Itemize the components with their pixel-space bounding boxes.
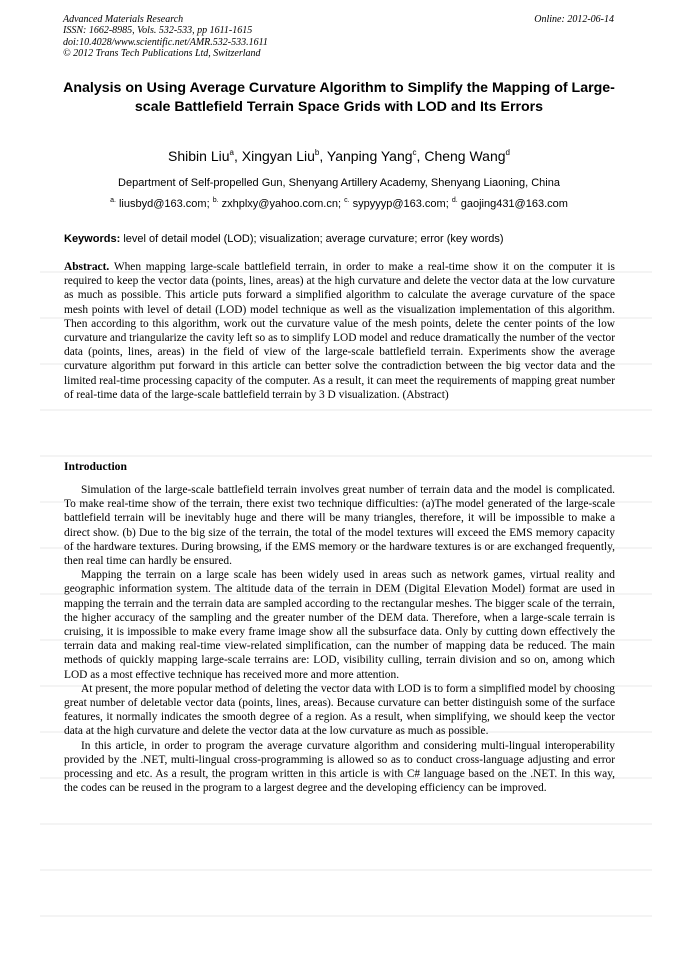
paragraph: Mapping the terrain on a large scale has been widely used in areas such as network games, virtual reality and geographic information system. The altitude data of the terrain in DEM (Digital Elevation Model) format are used in mapping the terrain and the terrain data are sampled according to the rectangular meshes. The bigger scale of the terrain, the higher accuracy of the sampling and the greater number of the DEM data. Therefore, when a large-scale terrain is cruising, it is impossible to make every frame image show all the subsurface data. Only by cutting down effectively the terrain data and making real-time view-related simplification, can the number of mapping data be reduced. The main methods of quickly mapping large-scale terrains are: LOD, visibility culling, terrain division and so on, among which LOD as a most effective technique has received more and more attention.: [64, 569, 615, 681]
paper-title: Analysis on Using Average Curvature Algorithm to Simplify the Mapping of Large-scale Battlefield Terrain Space Grids with LOD and Its Errors: [63, 80, 615, 115]
author: Yanping Yang$^c$,: [326, 148, 425, 164]
abstract: [64, 260, 615, 402]
email: $^{c.}$ sypyyyp@163.com;: [344, 197, 452, 210]
email: $^{b.}$ zxhplxy@yahoo.com.cn;: [212, 197, 345, 210]
copyright-line: © 2012 Trans Tech Publications Ltd, Switzerland: [63, 48, 261, 60]
author: Cheng Wang$^d$: [424, 148, 510, 164]
paragraph: In this article, in order to program the average curvature algorithm and considering multi-lingual interoperability provided by the .NET, multi-lingual cross-programming is allowed so as to conduct cross-language adjusting and error processing and etc. As a result, the program written in this article is with C# language based on the .NET. In this way, the codes can be reused in the program to a largest degree and the developing efficiency can be improved.: [64, 739, 615, 795]
author: Xingyan Liu$^b$,: [241, 148, 327, 164]
issn-line: ISSN: 1662-8985, Vols. 532-533, pp 1611-1615: [63, 25, 253, 37]
paragraph: At present, the more popular method of deleting the vector data with LOD is to form a simplified model by choosing great number of deletable vector data (points, lines, areas). Because curvature can better distinguish some of the surface features, it normally indicates the smooth degree of a region. As a result, when simplifying, we should keep the vector data at the high curvature and delete the vector data at the low curvature as much as possible.: [64, 682, 615, 738]
abstract-label: Abstract.: [64, 261, 110, 273]
paragraph: Simulation of the large-scale battlefield terrain involves great number of terrain data and the model is complicated. To make real-time show of the terrain, there exist two technique difficulties: (a)The model generated of the large-scale battlefield terrain will be inevitably huge and there will be many triangles, therefore, it will be impossible to make a direct show. (b) Due to the big size of the terrain, the total of the model textures will exceed the EMS memory capacity of the hardware textures. During browsing, if the EMS memory or the hardware textures is or are exchanged frequently, then real time can hardly be ensured.: [64, 484, 615, 568]
email: $^{a.}$ liusbyd@163.com;: [110, 197, 213, 210]
keywords: [64, 232, 624, 246]
author-list: [40, 146, 638, 166]
email: $^{d.}$ gaojing431@163.com: [451, 197, 568, 210]
introduction-body: [64, 483, 615, 795]
doi-line: doi:10.4028/www.scientific.net/AMR.532-533.1611: [63, 36, 268, 48]
email-list: [40, 197, 638, 211]
journal-header: [63, 14, 383, 60]
keywords-text: level of detail model (LOD); visualization; average curvature; error (key words): [123, 233, 504, 245]
journal-name: Advanced Materials Research: [63, 14, 184, 25]
abstract-text: When mapping large-scale battlefield terrain, in order to make a real-time show it on the computer it is required to keep the vector data (points, lines, areas) at the high curvature and delete the vector data at the low curvature as much as possible. This article puts forward a simplified algorithm to calculate the average curvature of the space mesh points with level of detail (LOD) model technique as well as the visualization implementation of this algorithm. Then according to this algorithm, work out the curvature value of the mesh points, delete the center points of the low curvature and triangularize the cavity left so as to simplify LOD model and reduce dramatically the number of the vector data (points, lines, areas) in the field of view of the large-scale battlefield terrain. Experiments show the average curvature algorithm put forward in this article can better solve the contradiction between the big vector data and the limited real-time processing capacity of the computer. As a result, it can meet the requirements of mapping great number of real-time data of the large-scale battlefield terrain by 3 D visualization. (Abstract): [64, 261, 615, 401]
section-heading-introduction: Introduction: [64, 460, 127, 473]
affiliation: Department of Self-propelled Gun, Shenyang Artillery Academy, Shenyang Liaoning, China: [118, 177, 560, 189]
author: Shibin Liu$^a$,: [168, 148, 242, 164]
keywords-label: Keywords:: [64, 233, 121, 245]
online-date: Online: 2012-06-14: [534, 14, 614, 25]
